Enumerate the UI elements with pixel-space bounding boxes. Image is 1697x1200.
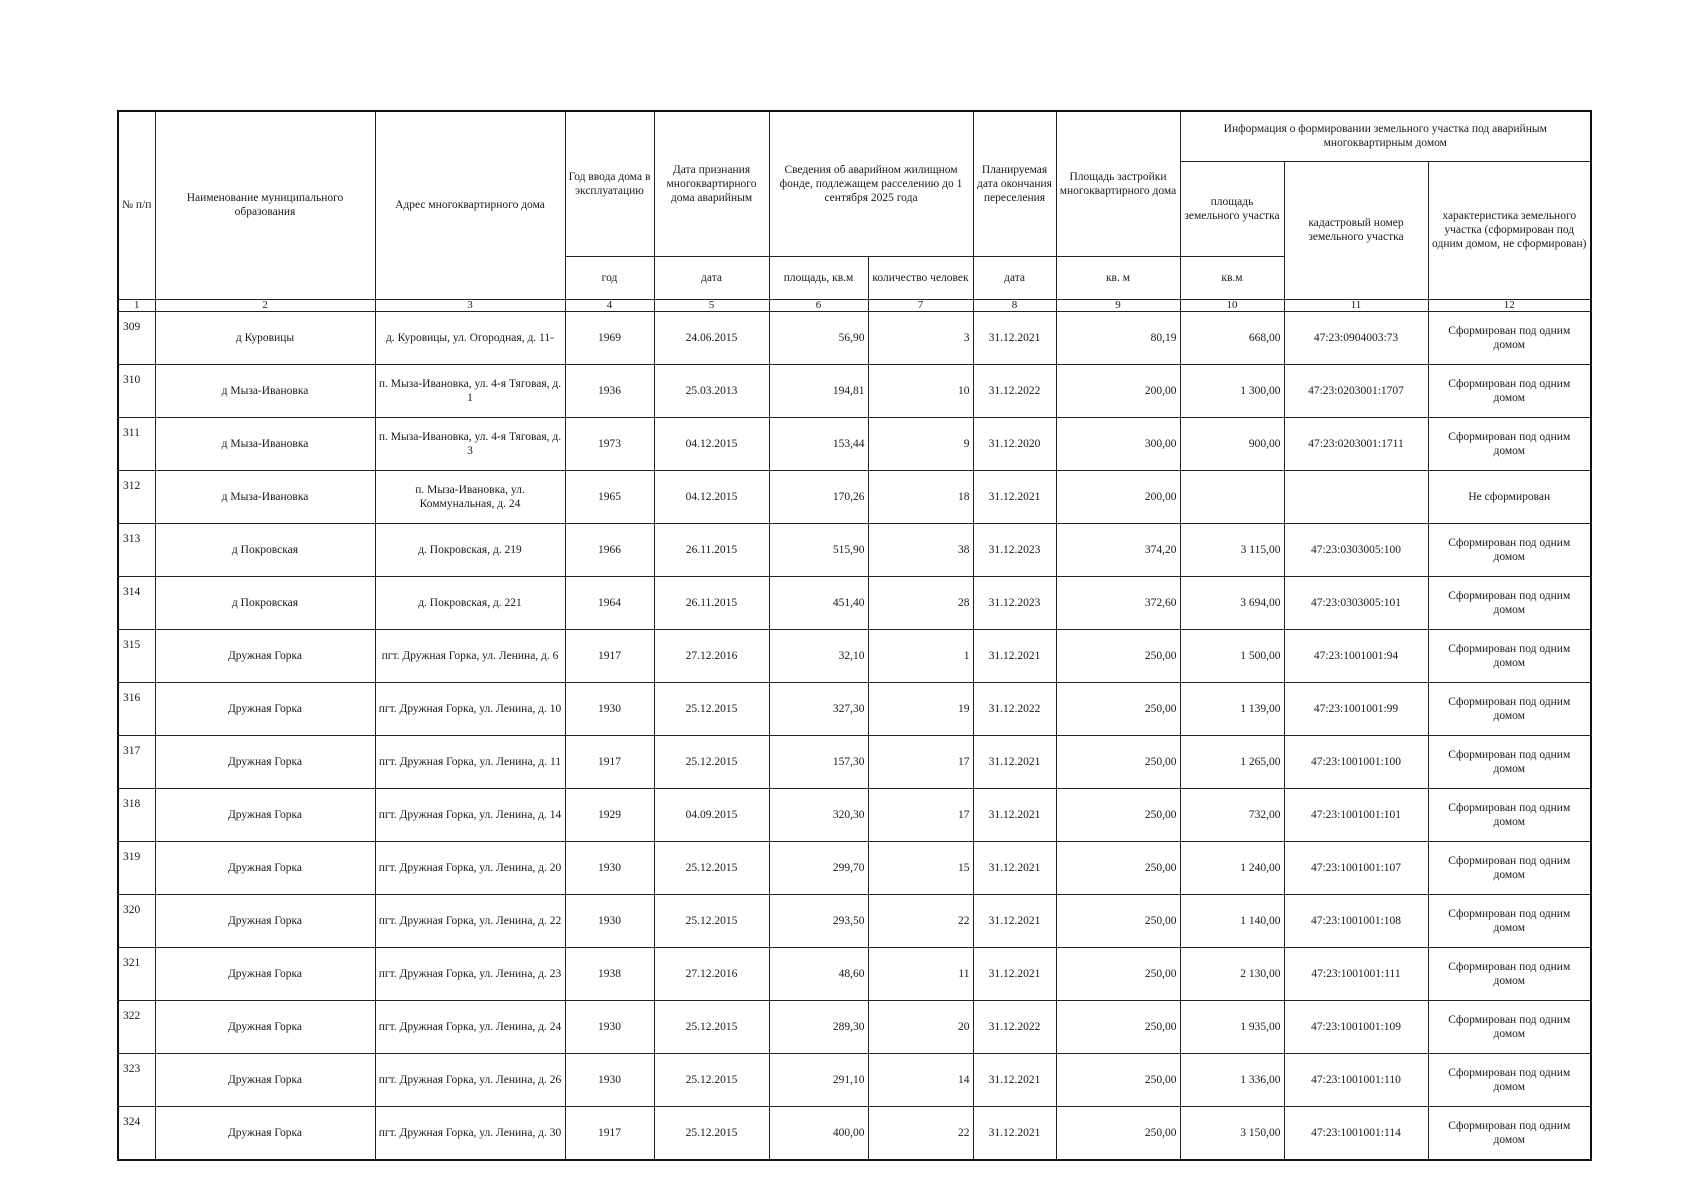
cell-address: п. Мыза-Ивановка, ул. Коммунальная, д. 24	[375, 470, 565, 523]
cell-people: 22	[868, 894, 973, 947]
cell-cadastral-number: 47:23:0203001:1707	[1284, 364, 1428, 417]
cell-area: 32,10	[769, 629, 868, 682]
cell-cadastral-number: 47:23:1001001:99	[1284, 682, 1428, 735]
cell-address: д. Куровицы, ул. Огородная, д. 11-	[375, 311, 565, 364]
cell-cadastral-number: 47:23:1001001:100	[1284, 735, 1428, 788]
cell-recognition-date: 04.12.2015	[654, 417, 769, 470]
cell-municipality: Дружная Горка	[155, 947, 375, 1000]
cell-municipality: Дружная Горка	[155, 1053, 375, 1106]
cell-area: 327,30	[769, 682, 868, 735]
cell-planned-date: 31.12.2022	[973, 682, 1056, 735]
cell-people: 10	[868, 364, 973, 417]
table-row	[118, 1000, 1591, 1053]
cell-address: пгт. Дружная Горка, ул. Ленина, д. 14	[375, 788, 565, 841]
cell-people: 38	[868, 523, 973, 576]
cell-area: 48,60	[769, 947, 868, 1000]
cell-people: 17	[868, 788, 973, 841]
cell-row-number: 320	[118, 894, 155, 947]
cell-cadastral-number: 47:23:1001001:109	[1284, 1000, 1428, 1053]
cell-building-area: 250,00	[1056, 1000, 1180, 1053]
cell-land-area: 1 500,00	[1180, 629, 1284, 682]
cell-area: 289,30	[769, 1000, 868, 1053]
cell-address: д. Покровская, д. 221	[375, 576, 565, 629]
column-number-row	[118, 299, 1591, 311]
cell-land-status: Сформирован под одним домом	[1428, 894, 1591, 947]
cell-building-area: 300,00	[1056, 417, 1180, 470]
cell-building-area: 250,00	[1056, 841, 1180, 894]
cell-area: 400,00	[769, 1106, 868, 1160]
cell-land-status: Не сформирован	[1428, 470, 1591, 523]
table-row	[118, 417, 1591, 470]
cell-cadastral-number: 47:23:1001001:101	[1284, 788, 1428, 841]
cell-area: 299,70	[769, 841, 868, 894]
column-number: 6	[769, 299, 868, 311]
cell-commission-year: 1930	[565, 682, 654, 735]
column-number: 7	[868, 299, 973, 311]
cell-row-number: 313	[118, 523, 155, 576]
cell-recognition-date: 26.11.2015	[654, 576, 769, 629]
cell-land-status: Сформирован под одним домом	[1428, 947, 1591, 1000]
cell-planned-date: 31.12.2021	[973, 947, 1056, 1000]
cell-area: 451,40	[769, 576, 868, 629]
column-number: 1	[118, 299, 155, 311]
cell-recognition-date: 25.03.2013	[654, 364, 769, 417]
cell-municipality: д Покровская	[155, 576, 375, 629]
cell-row-number: 312	[118, 470, 155, 523]
table-row	[118, 841, 1591, 894]
cell-people: 18	[868, 470, 973, 523]
cell-planned-date: 31.12.2022	[973, 1000, 1056, 1053]
table-body	[118, 311, 1591, 1160]
header-row-number: № п/п	[118, 111, 155, 299]
cell-land-status: Сформирован под одним домом	[1428, 576, 1591, 629]
cell-area: 515,90	[769, 523, 868, 576]
cell-planned-date: 31.12.2022	[973, 364, 1056, 417]
cell-commission-year: 1964	[565, 576, 654, 629]
unit-people: количество человек	[868, 256, 973, 299]
table-row	[118, 1106, 1591, 1160]
cell-land-status: Сформирован под одним домом	[1428, 788, 1591, 841]
cell-people: 9	[868, 417, 973, 470]
cell-municipality: Дружная Горка	[155, 1000, 375, 1053]
cell-row-number: 310	[118, 364, 155, 417]
cell-commission-year: 1917	[565, 1106, 654, 1160]
cell-commission-year: 1938	[565, 947, 654, 1000]
header-commission-year: Год ввода дома в эксплуатацию	[565, 111, 654, 256]
cell-row-number: 314	[118, 576, 155, 629]
cell-cadastral-number	[1284, 470, 1428, 523]
cell-planned-date: 31.12.2020	[973, 417, 1056, 470]
cell-land-status: Сформирован под одним домом	[1428, 1053, 1591, 1106]
cell-row-number: 321	[118, 947, 155, 1000]
cell-area: 291,10	[769, 1053, 868, 1106]
cell-cadastral-number: 47:23:1001001:110	[1284, 1053, 1428, 1106]
cell-land-area: 732,00	[1180, 788, 1284, 841]
cell-planned-date: 31.12.2021	[973, 841, 1056, 894]
cell-cadastral-number: 47:23:0203001:1711	[1284, 417, 1428, 470]
cell-recognition-date: 04.12.2015	[654, 470, 769, 523]
cell-building-area: 250,00	[1056, 682, 1180, 735]
cell-land-status: Сформирован под одним домом	[1428, 523, 1591, 576]
cell-cadastral-number: 47:23:1001001:107	[1284, 841, 1428, 894]
header-recognition-date: Дата признания многоквартирного дома аварийным	[654, 111, 769, 256]
cell-planned-date: 31.12.2023	[973, 523, 1056, 576]
unit-area: площадь, кв.м	[769, 256, 868, 299]
cell-planned-date: 31.12.2021	[973, 788, 1056, 841]
cell-land-area: 1 240,00	[1180, 841, 1284, 894]
cell-land-status: Сформирован под одним домом	[1428, 1000, 1591, 1053]
cell-land-status: Сформирован под одним домом	[1428, 735, 1591, 788]
cell-building-area: 250,00	[1056, 735, 1180, 788]
table-row	[118, 470, 1591, 523]
cell-cadastral-number: 47:23:1001001:114	[1284, 1106, 1428, 1160]
cell-municipality: д Мыза-Ивановка	[155, 364, 375, 417]
cell-row-number: 323	[118, 1053, 155, 1106]
cell-land-area: 1 265,00	[1180, 735, 1284, 788]
cell-address: п. Мыза-Ивановка, ул. 4-я Тяговая, д. 3	[375, 417, 565, 470]
header-planned-date: Планируемая дата окончания переселения	[973, 111, 1056, 256]
cell-address: пгт. Дружная Горка, ул. Ленина, д. 20	[375, 841, 565, 894]
emergency-housing-table	[117, 110, 1592, 1161]
cell-address: д. Покровская, д. 219	[375, 523, 565, 576]
cell-recognition-date: 25.12.2015	[654, 841, 769, 894]
column-number: 2	[155, 299, 375, 311]
cell-recognition-date: 25.12.2015	[654, 1000, 769, 1053]
cell-people: 20	[868, 1000, 973, 1053]
cell-municipality: Дружная Горка	[155, 894, 375, 947]
unit-plan-date: дата	[973, 256, 1056, 299]
cell-commission-year: 1965	[565, 470, 654, 523]
cell-area: 320,30	[769, 788, 868, 841]
cell-row-number: 316	[118, 682, 155, 735]
cell-commission-year: 1966	[565, 523, 654, 576]
header-address: Адрес многоквартирного дома	[375, 111, 565, 299]
cell-commission-year: 1973	[565, 417, 654, 470]
cell-land-area: 1 935,00	[1180, 1000, 1284, 1053]
cell-cadastral-number: 47:23:0303005:101	[1284, 576, 1428, 629]
cell-people: 17	[868, 735, 973, 788]
table-row	[118, 682, 1591, 735]
cell-recognition-date: 24.06.2015	[654, 311, 769, 364]
cell-land-status: Сформирован под одним домом	[1428, 1106, 1591, 1160]
unit-date: дата	[654, 256, 769, 299]
cell-people: 22	[868, 1106, 973, 1160]
cell-people: 15	[868, 841, 973, 894]
cell-building-area: 250,00	[1056, 1053, 1180, 1106]
column-number: 10	[1180, 299, 1284, 311]
cell-people: 1	[868, 629, 973, 682]
cell-building-area: 250,00	[1056, 1106, 1180, 1160]
cell-recognition-date: 25.12.2015	[654, 1053, 769, 1106]
cell-building-area: 200,00	[1056, 364, 1180, 417]
cell-planned-date: 31.12.2021	[973, 629, 1056, 682]
cell-commission-year: 1917	[565, 735, 654, 788]
table-row	[118, 788, 1591, 841]
cell-recognition-date: 25.12.2015	[654, 735, 769, 788]
cell-recognition-date: 26.11.2015	[654, 523, 769, 576]
header-municipality: Наименование муниципального образования	[155, 111, 375, 299]
header-emergency-fund: Сведения об аварийном жилищном фонде, подлежащем расселению до 1 сентября 2025 года	[769, 111, 973, 256]
cell-commission-year: 1936	[565, 364, 654, 417]
cell-building-area: 250,00	[1056, 629, 1180, 682]
cell-row-number: 309	[118, 311, 155, 364]
unit-land-area: кв.м	[1180, 256, 1284, 299]
cell-planned-date: 31.12.2021	[973, 311, 1056, 364]
cell-municipality: Дружная Горка	[155, 841, 375, 894]
cell-recognition-date: 25.12.2015	[654, 894, 769, 947]
column-number: 3	[375, 299, 565, 311]
cell-building-area: 372,60	[1056, 576, 1180, 629]
cell-building-area: 250,00	[1056, 947, 1180, 1000]
cell-people: 28	[868, 576, 973, 629]
cell-recognition-date: 25.12.2015	[654, 682, 769, 735]
cell-land-area: 668,00	[1180, 311, 1284, 364]
cell-land-status: Сформирован под одним домом	[1428, 682, 1591, 735]
cell-area: 293,50	[769, 894, 868, 947]
header-land-info: Информация о формировании земельного участка под аварийным многоквартирным домом	[1180, 111, 1591, 161]
cell-planned-date: 31.12.2021	[973, 470, 1056, 523]
cell-area: 153,44	[769, 417, 868, 470]
cell-row-number: 317	[118, 735, 155, 788]
cell-building-area: 200,00	[1056, 470, 1180, 523]
cell-building-area: 250,00	[1056, 788, 1180, 841]
header-land-status: характеристика земельного участка (сформирован под одним домом, не сформирован)	[1428, 161, 1591, 299]
cell-address: пгт. Дружная Горка, ул. Ленина, д. 26	[375, 1053, 565, 1106]
cell-municipality: д Покровская	[155, 523, 375, 576]
table-row	[118, 947, 1591, 1000]
table-header	[118, 111, 1591, 311]
cell-area: 170,26	[769, 470, 868, 523]
cell-cadastral-number: 47:23:1001001:111	[1284, 947, 1428, 1000]
cell-land-status: Сформирован под одним домом	[1428, 841, 1591, 894]
column-number: 12	[1428, 299, 1591, 311]
cell-recognition-date: 27.12.2016	[654, 629, 769, 682]
cell-row-number: 315	[118, 629, 155, 682]
cell-land-area: 3 115,00	[1180, 523, 1284, 576]
cell-address: пгт. Дружная Горка, ул. Ленина, д. 11	[375, 735, 565, 788]
header-cadastral-number: кадастровый номер земельного участка	[1284, 161, 1428, 299]
cell-commission-year: 1930	[565, 841, 654, 894]
cell-land-area: 3 150,00	[1180, 1106, 1284, 1160]
cell-municipality: Дружная Горка	[155, 1106, 375, 1160]
cell-area: 194,81	[769, 364, 868, 417]
unit-build-area: кв. м	[1056, 256, 1180, 299]
column-number: 4	[565, 299, 654, 311]
table-row	[118, 629, 1591, 682]
cell-address: пгт. Дружная Горка, ул. Ленина, д. 23	[375, 947, 565, 1000]
cell-land-area	[1180, 470, 1284, 523]
cell-land-area: 1 300,00	[1180, 364, 1284, 417]
cell-cadastral-number: 47:23:1001001:108	[1284, 894, 1428, 947]
cell-address: пгт. Дружная Горка, ул. Ленина, д. 22	[375, 894, 565, 947]
cell-planned-date: 31.12.2021	[973, 1053, 1056, 1106]
cell-row-number: 319	[118, 841, 155, 894]
cell-municipality: д Мыза-Ивановка	[155, 417, 375, 470]
cell-land-area: 900,00	[1180, 417, 1284, 470]
cell-recognition-date: 04.09.2015	[654, 788, 769, 841]
cell-land-area: 1 139,00	[1180, 682, 1284, 735]
cell-recognition-date: 27.12.2016	[654, 947, 769, 1000]
cell-commission-year: 1930	[565, 1000, 654, 1053]
cell-planned-date: 31.12.2021	[973, 735, 1056, 788]
table-row	[118, 1053, 1591, 1106]
cell-land-status: Сформирован под одним домом	[1428, 311, 1591, 364]
cell-municipality: Дружная Горка	[155, 788, 375, 841]
cell-row-number: 322	[118, 1000, 155, 1053]
cell-address: пгт. Дружная Горка, ул. Ленина, д. 10	[375, 682, 565, 735]
cell-planned-date: 31.12.2023	[973, 576, 1056, 629]
cell-building-area: 80,19	[1056, 311, 1180, 364]
cell-planned-date: 31.12.2021	[973, 894, 1056, 947]
cell-recognition-date: 25.12.2015	[654, 1106, 769, 1160]
cell-commission-year: 1969	[565, 311, 654, 364]
column-number: 11	[1284, 299, 1428, 311]
cell-land-area: 3 694,00	[1180, 576, 1284, 629]
cell-row-number: 318	[118, 788, 155, 841]
column-number: 9	[1056, 299, 1180, 311]
table-row	[118, 311, 1591, 364]
cell-municipality: д Куровицы	[155, 311, 375, 364]
cell-municipality: Дружная Горка	[155, 682, 375, 735]
unit-year: год	[565, 256, 654, 299]
cell-people: 3	[868, 311, 973, 364]
cell-address: п. Мыза-Ивановка, ул. 4-я Тяговая, д. 1	[375, 364, 565, 417]
cell-land-status: Сформирован под одним домом	[1428, 364, 1591, 417]
cell-commission-year: 1929	[565, 788, 654, 841]
cell-people: 14	[868, 1053, 973, 1106]
cell-area: 157,30	[769, 735, 868, 788]
cell-address: пгт. Дружная Горка, ул. Ленина, д. 24	[375, 1000, 565, 1053]
table-row	[118, 523, 1591, 576]
cell-municipality: д Мыза-Ивановка	[155, 470, 375, 523]
cell-cadastral-number: 47:23:1001001:94	[1284, 629, 1428, 682]
column-number: 8	[973, 299, 1056, 311]
cell-cadastral-number: 47:23:0904003:73	[1284, 311, 1428, 364]
cell-municipality: Дружная Горка	[155, 735, 375, 788]
cell-commission-year: 1930	[565, 1053, 654, 1106]
header-land-area: площадь земельного участка	[1180, 161, 1284, 256]
cell-land-status: Сформирован под одним домом	[1428, 417, 1591, 470]
cell-planned-date: 31.12.2021	[973, 1106, 1056, 1160]
cell-municipality: Дружная Горка	[155, 629, 375, 682]
cell-land-area: 2 130,00	[1180, 947, 1284, 1000]
cell-building-area: 250,00	[1056, 894, 1180, 947]
table-row	[118, 576, 1591, 629]
cell-building-area: 374,20	[1056, 523, 1180, 576]
cell-land-status: Сформирован под одним домом	[1428, 629, 1591, 682]
table-row	[118, 894, 1591, 947]
cell-address: пгт. Дружная Горка, ул. Ленина, д. 30	[375, 1106, 565, 1160]
cell-area: 56,90	[769, 311, 868, 364]
column-number: 5	[654, 299, 769, 311]
header-building-area: Площадь застройки многоквартирного дома	[1056, 111, 1180, 256]
cell-row-number: 324	[118, 1106, 155, 1160]
cell-people: 11	[868, 947, 973, 1000]
cell-cadastral-number: 47:23:0303005:100	[1284, 523, 1428, 576]
cell-address: пгт. Дружная Горка, ул. Ленина, д. 6	[375, 629, 565, 682]
cell-commission-year: 1930	[565, 894, 654, 947]
table-row	[118, 735, 1591, 788]
cell-land-area: 1 336,00	[1180, 1053, 1284, 1106]
table-row	[118, 364, 1591, 417]
cell-people: 19	[868, 682, 973, 735]
cell-row-number: 311	[118, 417, 155, 470]
cell-land-area: 1 140,00	[1180, 894, 1284, 947]
cell-commission-year: 1917	[565, 629, 654, 682]
